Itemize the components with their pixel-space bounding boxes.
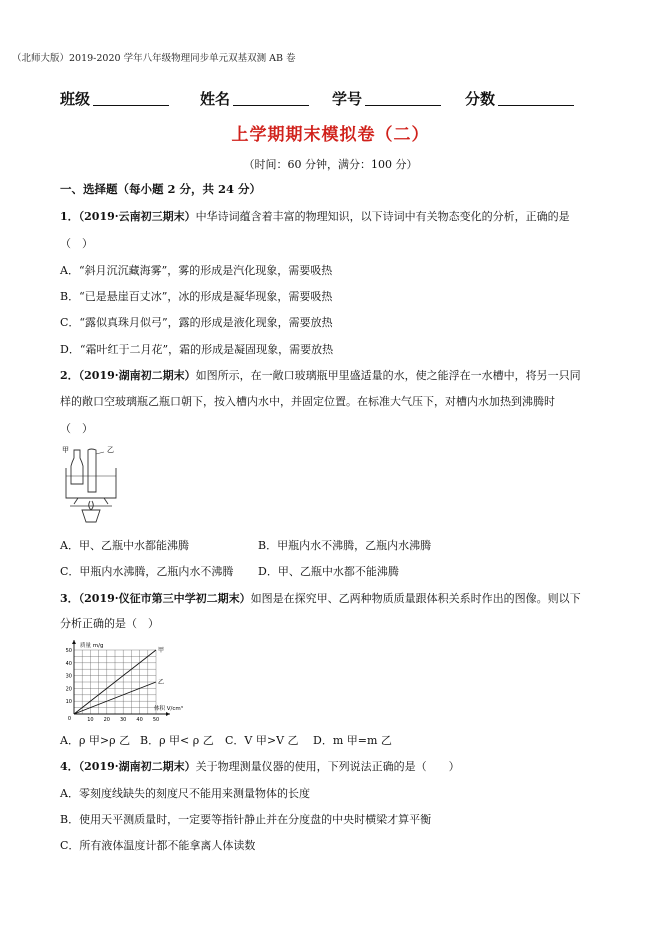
series-label-yi: 乙 <box>158 679 165 686</box>
q1-stem-line2: （ ） <box>60 237 93 250</box>
stand-legs <box>74 498 108 504</box>
origin-label: 0 <box>67 716 71 722</box>
q3-stem-line1 <box>60 590 581 606</box>
student-info-fields <box>0 88 661 110</box>
class-field-line[interactable] <box>93 105 169 106</box>
q4-stem-text: 关于物理测量仪器的使用，下列说法正确的是（ ） <box>195 760 460 773</box>
q3-option-b: B．ρ 甲< ρ 乙 <box>140 734 214 747</box>
q1-number: 1． <box>60 210 79 223</box>
x-tick-label: 20 <box>103 717 110 723</box>
q2-bottles-figure <box>60 444 122 528</box>
y-tick-label: 20 <box>65 686 72 693</box>
y-tick-label: 10 <box>65 699 72 706</box>
q3-stem-text: 如图是在探究甲、乙两种物质质量跟体积关系时作出的图像。则以下 <box>250 592 581 605</box>
bottle-jia <box>71 450 83 484</box>
q2-stem-line2: 样的敞口空玻璃瓶乙瓶口朝下，按入槽内水中，并固定位置。在标准大气压下，对槽内水加热到沸腾时 <box>60 395 555 408</box>
y-tick-label: 40 <box>65 660 72 667</box>
x-axis-arrow <box>166 712 170 716</box>
q3-stem-line2: 分析正确的是（ ） <box>60 617 159 630</box>
flame <box>89 501 94 510</box>
q1-stem-line1 <box>60 208 570 224</box>
q1-option-b: B．“已是悬崖百丈冰”，冰的形成是凝华现象，需要吸热 <box>60 290 333 303</box>
q1-source: （2019·云南初三期末） <box>78 210 196 223</box>
figure-label-jia: 甲 <box>62 446 69 454</box>
q4-option-a: A．零刻度线缺失的刻度尺不能用来测量物体的长度 <box>60 787 310 800</box>
water-tank <box>66 468 116 498</box>
q4-option-b: B．使用天平测质量时，一定要等指针静止并在分度盘的中央时横梁才算平衡 <box>60 813 432 826</box>
q3-number: 3． <box>60 592 79 605</box>
student-id-field-line[interactable] <box>365 105 441 106</box>
q2-stem-line1 <box>60 367 581 383</box>
q1-option-d: D．“霜叶红于二月花”，霜的形成是凝固现象，需要放热 <box>60 343 334 356</box>
q1-stem-text: 中华诗词蕴含着丰富的物理知识，以下诗词中有关物态变化的分析，正确的是 <box>195 210 570 223</box>
bottle-yi <box>88 449 96 492</box>
q4-source: （2019·湖南初二期末） <box>78 760 196 773</box>
x-tick-label: 50 <box>152 717 160 723</box>
q3-option-a: A．ρ 甲>ρ 乙 <box>60 734 131 747</box>
q1-option-a: A．“斜月沉沉藏海雾”，雾的形成是汽化现象，需要吸热 <box>60 264 333 277</box>
q1-option-c: C．“露似真珠月似弓”，露的形成是液化现象，需要放热 <box>60 316 333 329</box>
q2-stem-text: 如图所示，在一敞口玻璃瓶甲里盛适量的水，使之能浮在一水槽中，将另一只同 <box>195 369 581 382</box>
x-tick-label: 30 <box>120 717 127 723</box>
document-header: （北师大版）2019-2020 学年八年级物理同步单元双基双测 AB 卷 <box>12 53 296 64</box>
y-axis-label: 质量 m/g <box>80 643 104 649</box>
q3-option-c: C．V 甲>V 乙 <box>225 734 299 747</box>
q2-stem-line3: （ ） <box>60 422 93 435</box>
mass-volume-chart <box>60 628 210 723</box>
section-heading-choice: 一、选择题（每小题 2 分，共 24 分） <box>60 182 262 196</box>
y-tick-label: 30 <box>65 673 72 680</box>
exam-title: 上学期期末模拟卷（二） <box>231 125 430 145</box>
q2-option-a: A．甲、乙瓶中水都能沸腾 <box>60 539 189 552</box>
q2-option-b: B．甲瓶内水不沸腾，乙瓶内水沸腾 <box>258 539 432 552</box>
score-field-line[interactable] <box>498 105 574 106</box>
q2-number: 2． <box>60 369 79 382</box>
x-axis-label: 体积 V/cm³ <box>154 706 183 712</box>
x-tick-label: 10 <box>87 717 94 723</box>
x-tick-label: 40 <box>136 717 143 723</box>
figure-label-yi: 乙 <box>107 446 114 454</box>
class-field-label: 班级 <box>60 90 91 108</box>
score-field-label: 分数 <box>465 90 496 108</box>
q4-option-c: C．所有液体温度计都不能拿离人体读数 <box>60 839 256 852</box>
q2-option-c: C．甲瓶内水沸腾，乙瓶内水不沸腾 <box>60 565 234 578</box>
student-id-field-label: 学号 <box>332 90 363 108</box>
y-axis-arrow <box>72 640 76 644</box>
name-field-line[interactable] <box>233 105 309 106</box>
y-tick-label: 50 <box>65 648 72 654</box>
q2-option-d: D．甲、乙瓶中水都不能沸腾 <box>258 565 399 578</box>
bottle-yi-pointer <box>96 452 104 454</box>
series-label-jia: 甲 <box>158 647 165 654</box>
alcohol-lamp <box>82 510 100 522</box>
exam-subtitle: （时间：60 分钟，满分：100 分） <box>243 158 418 171</box>
q3-option-d: D．m 甲=m 乙 <box>313 734 392 747</box>
q2-source: （2019·湖南初二期末） <box>78 369 196 382</box>
q3-source: （2019·仪征市第三中学初二期末） <box>78 592 251 605</box>
q4-stem-line1 <box>60 758 460 774</box>
q4-number: 4． <box>60 760 79 773</box>
name-field-label: 姓名 <box>200 90 231 108</box>
